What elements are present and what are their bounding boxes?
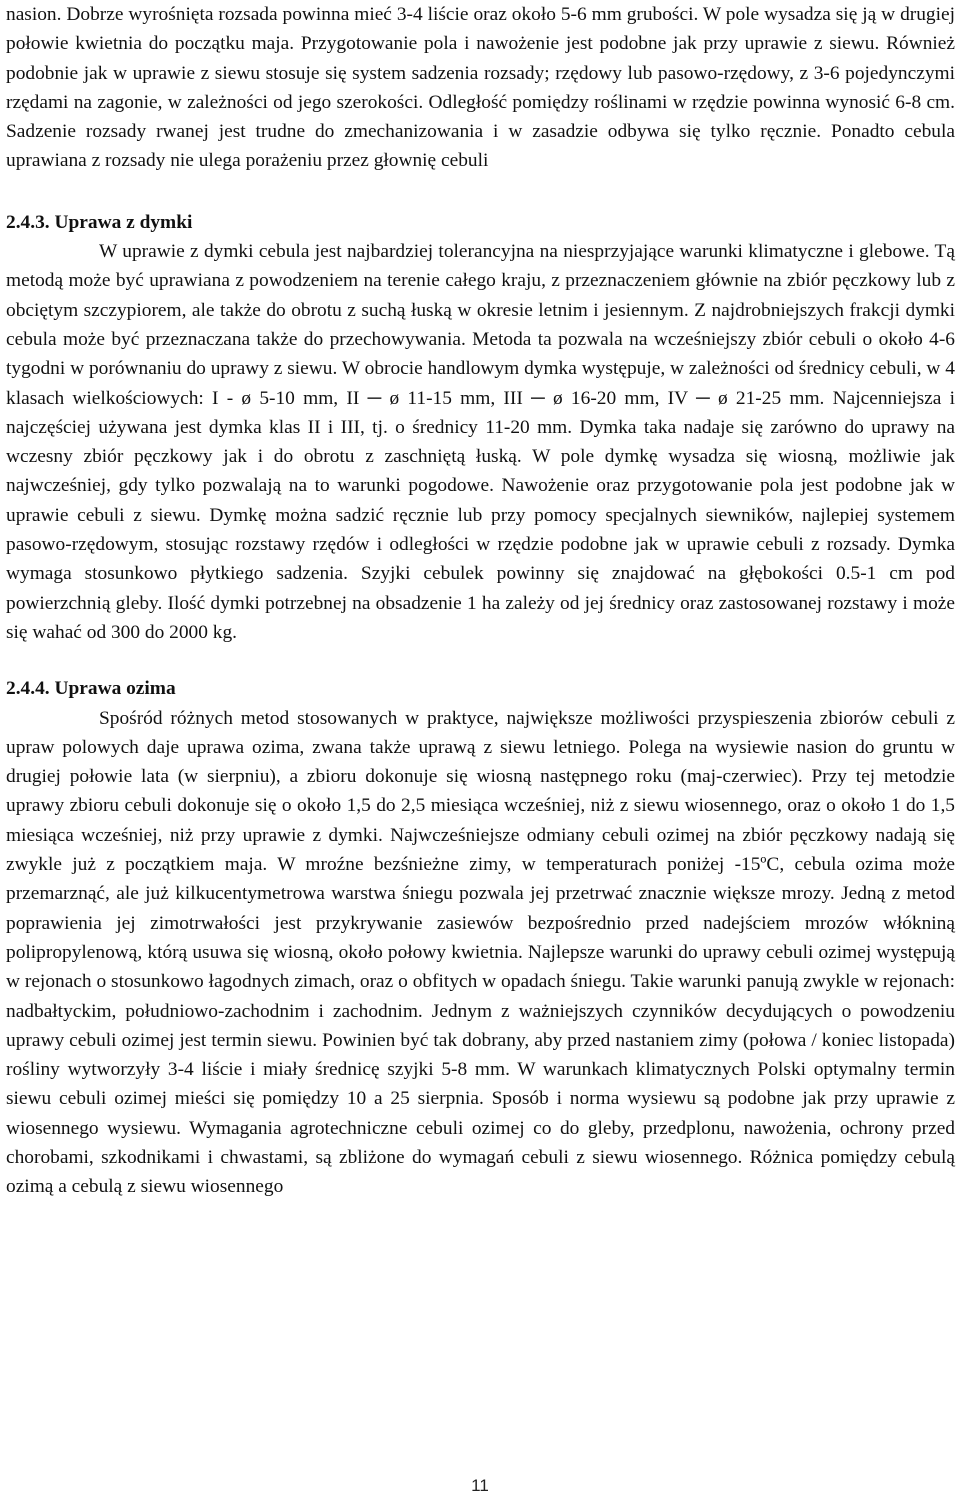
section-paragraph-uprawa-ozima: Spośród różnych metod stosowanych w praktyce, największe możliwości przyspieszenia zbiorów cebuli z upraw polowych daje uprawa ozima, zwana także uprawą z siewu letniego. Polega na wysiewie nasion do gruntu w drugiej połowie lata (w sierpniu), a zbioru dokonuje się wiosną następnego roku (maj-czerwiec). Przy tej metodzie uprawy zbioru cebuli dokonuje się o około 1,5 do 2,5 miesiąca wcześniej, niż z siewu wiosennego, oraz o około 1 do 1,5 miesiąca wcześniej, niż przy uprawie z dymki. Najwcześniejsze odmiany cebuli ozimej na zbiór pęczkowy nadają się zwykle już z początkiem maja. W mroźne bezśnieżne zimy, w temperaturach poniżej -15ºC, cebula ozima może przemarznąć, ale już kilkucentymetrowa warstwa śniegu pozwala jej przetrwać znacznie większe mrozy. Jedną z metod poprawienia jej zimotrwałości jest przykrywanie zasiewów bezpośrednio przed nadejściem mrozów włókniną polipropylenową, którą usuwa się wiosną, około połowy kwietnia. Najlepsze warunki do uprawy cebuli ozimej występują w rejonach o stosunkowo łagodnych zimach, oraz o obfitych w opadach śniegu. Takie warunki panują zwykle w rejonach: nadbałtyckim, południowo-zachodnim i zachodnim. Jednym z ważniejszych czynników decydujących o powodzeniu uprawy cebuli ozimej jest termin siewu. Powinien być tak dobrany, aby przed nastaniem zimy (połowa / koniec listopada) rośliny wytworzyły 3-4 liście i miały średnicę szyjki 5-8 mm. W warunkach klimatycznych Polski optymalny termin siewu cebuli ozimej mieści się pomiędzy 10 a 25 sierpnia. Sposób i norma wysiewu są podobne jak przy uprawie z wiosennego wysiewu. Wymagania agrotechniczne cebuli ozimej co do gleby, przedplonu, nawożenia, ochrony przed chorobami, szkodnikami i chwastami, są zbliżone do wymagań cebuli z siewu wiosennego. Różnica pomiędzy cebulą ozimą a cebulą z siewu wiosennego [6,707,955,1198]
intro-paragraph: nasion. Dobrze wyrośnięta rozsada powinna mieć 3-4 liście oraz około 5-6 mm grubości. W pole wysadza się ją w drugiej połowie kwietnia do początku maja. Przygotowanie pola i nawożenie jest podobne jak przy uprawie z siewu. Również podobnie jak w uprawie z siewu stosuje się system sadzenia rozsady; rzędowy lub pasowo-rzędowy, z 3-6 pojedynczymi rzędami na zagonie, w zależności od jego szerokości. Odległość pomiędzy roślinami w rzędzie powinna wynosić 6-8 cm. Sadzenie rozsady rwanej jest trudne do zmechanizowania i w zasadzie odbywa się tylko ręcznie. Ponadto cebula uprawiana z rozsady nie ulega porażeniu przez głownię cebuli [6,4,955,172]
section-heading-uprawa-z-dymki: 2.4.3. Uprawa z dymki [6,211,193,233]
document-page [6,0,955,1202]
page-number: 11 [471,1476,489,1495]
section-heading-uprawa-ozima: 2.4.4. Uprawa ozima [6,678,176,700]
section-paragraph-uprawa-z-dymki: W uprawie z dymki cebula jest najbardziej tolerancyjna na niesprzyjające warunki klimatyczne i glebowe. Tą metodą może być uprawiana z powodzeniem na terenie całego kraju, z przeznaczeniem głównie na zbiór pęczkowy lub z obciętym szczypiorem, ale także do obrotu z suchą łuską w okresie letnim i jesiennym. Z najdrobniejszych frakcji dymki cebula może być przeznaczana także do przechowywania. Metoda ta pozwala na wcześniejszy zbiór cebuli o około 4-6 tygodni w porównaniu do uprawy z siewu. W obrocie handlowym dymka występuje, w zależności od średnicy cebuli, w 4 klasach wielkościowych: I - ø 5-10 mm, II ─ ø 11-15 mm, III ─ ø 16-20 mm, IV ─ ø 21-25 mm. Najcenniejsza i najczęściej używana jest dymka klas II i III, tj. o średnicy 11-20 mm. Dymka taka nadaje się zarówno do uprawy na wczesny zbiór pęczkowy jak i do obrotu z zaschniętą łuską. W pole dymkę wysadza się wiosną, możliwie jak najwcześniej, gdy tylko pozwalają na to warunki pogodowe. Nawożenie oraz przygotowanie pola jest podobne jak w uprawie cebuli z siewu. Dymkę można sadzić ręcznie lub przy pomocy specjalnych siewników, najlepiej systemem pasowo-rzędowym, stosując rozstawy rzędów i odległości w rzędzie podobne jak w uprawie cebuli z rozsady. Dymka wymaga stosunkowo płytkiego sadzenia. Szyjki cebulek powinny się znajdować na głębokości 0.5-1 cm pod powierzchnią gleby. Ilość dymki potrzebnej na obsadzenie 1 ha zależy od jej średnicy oraz zastosowanej rozstawy i może się wahać od 300 do 2000 kg. [6,241,955,643]
